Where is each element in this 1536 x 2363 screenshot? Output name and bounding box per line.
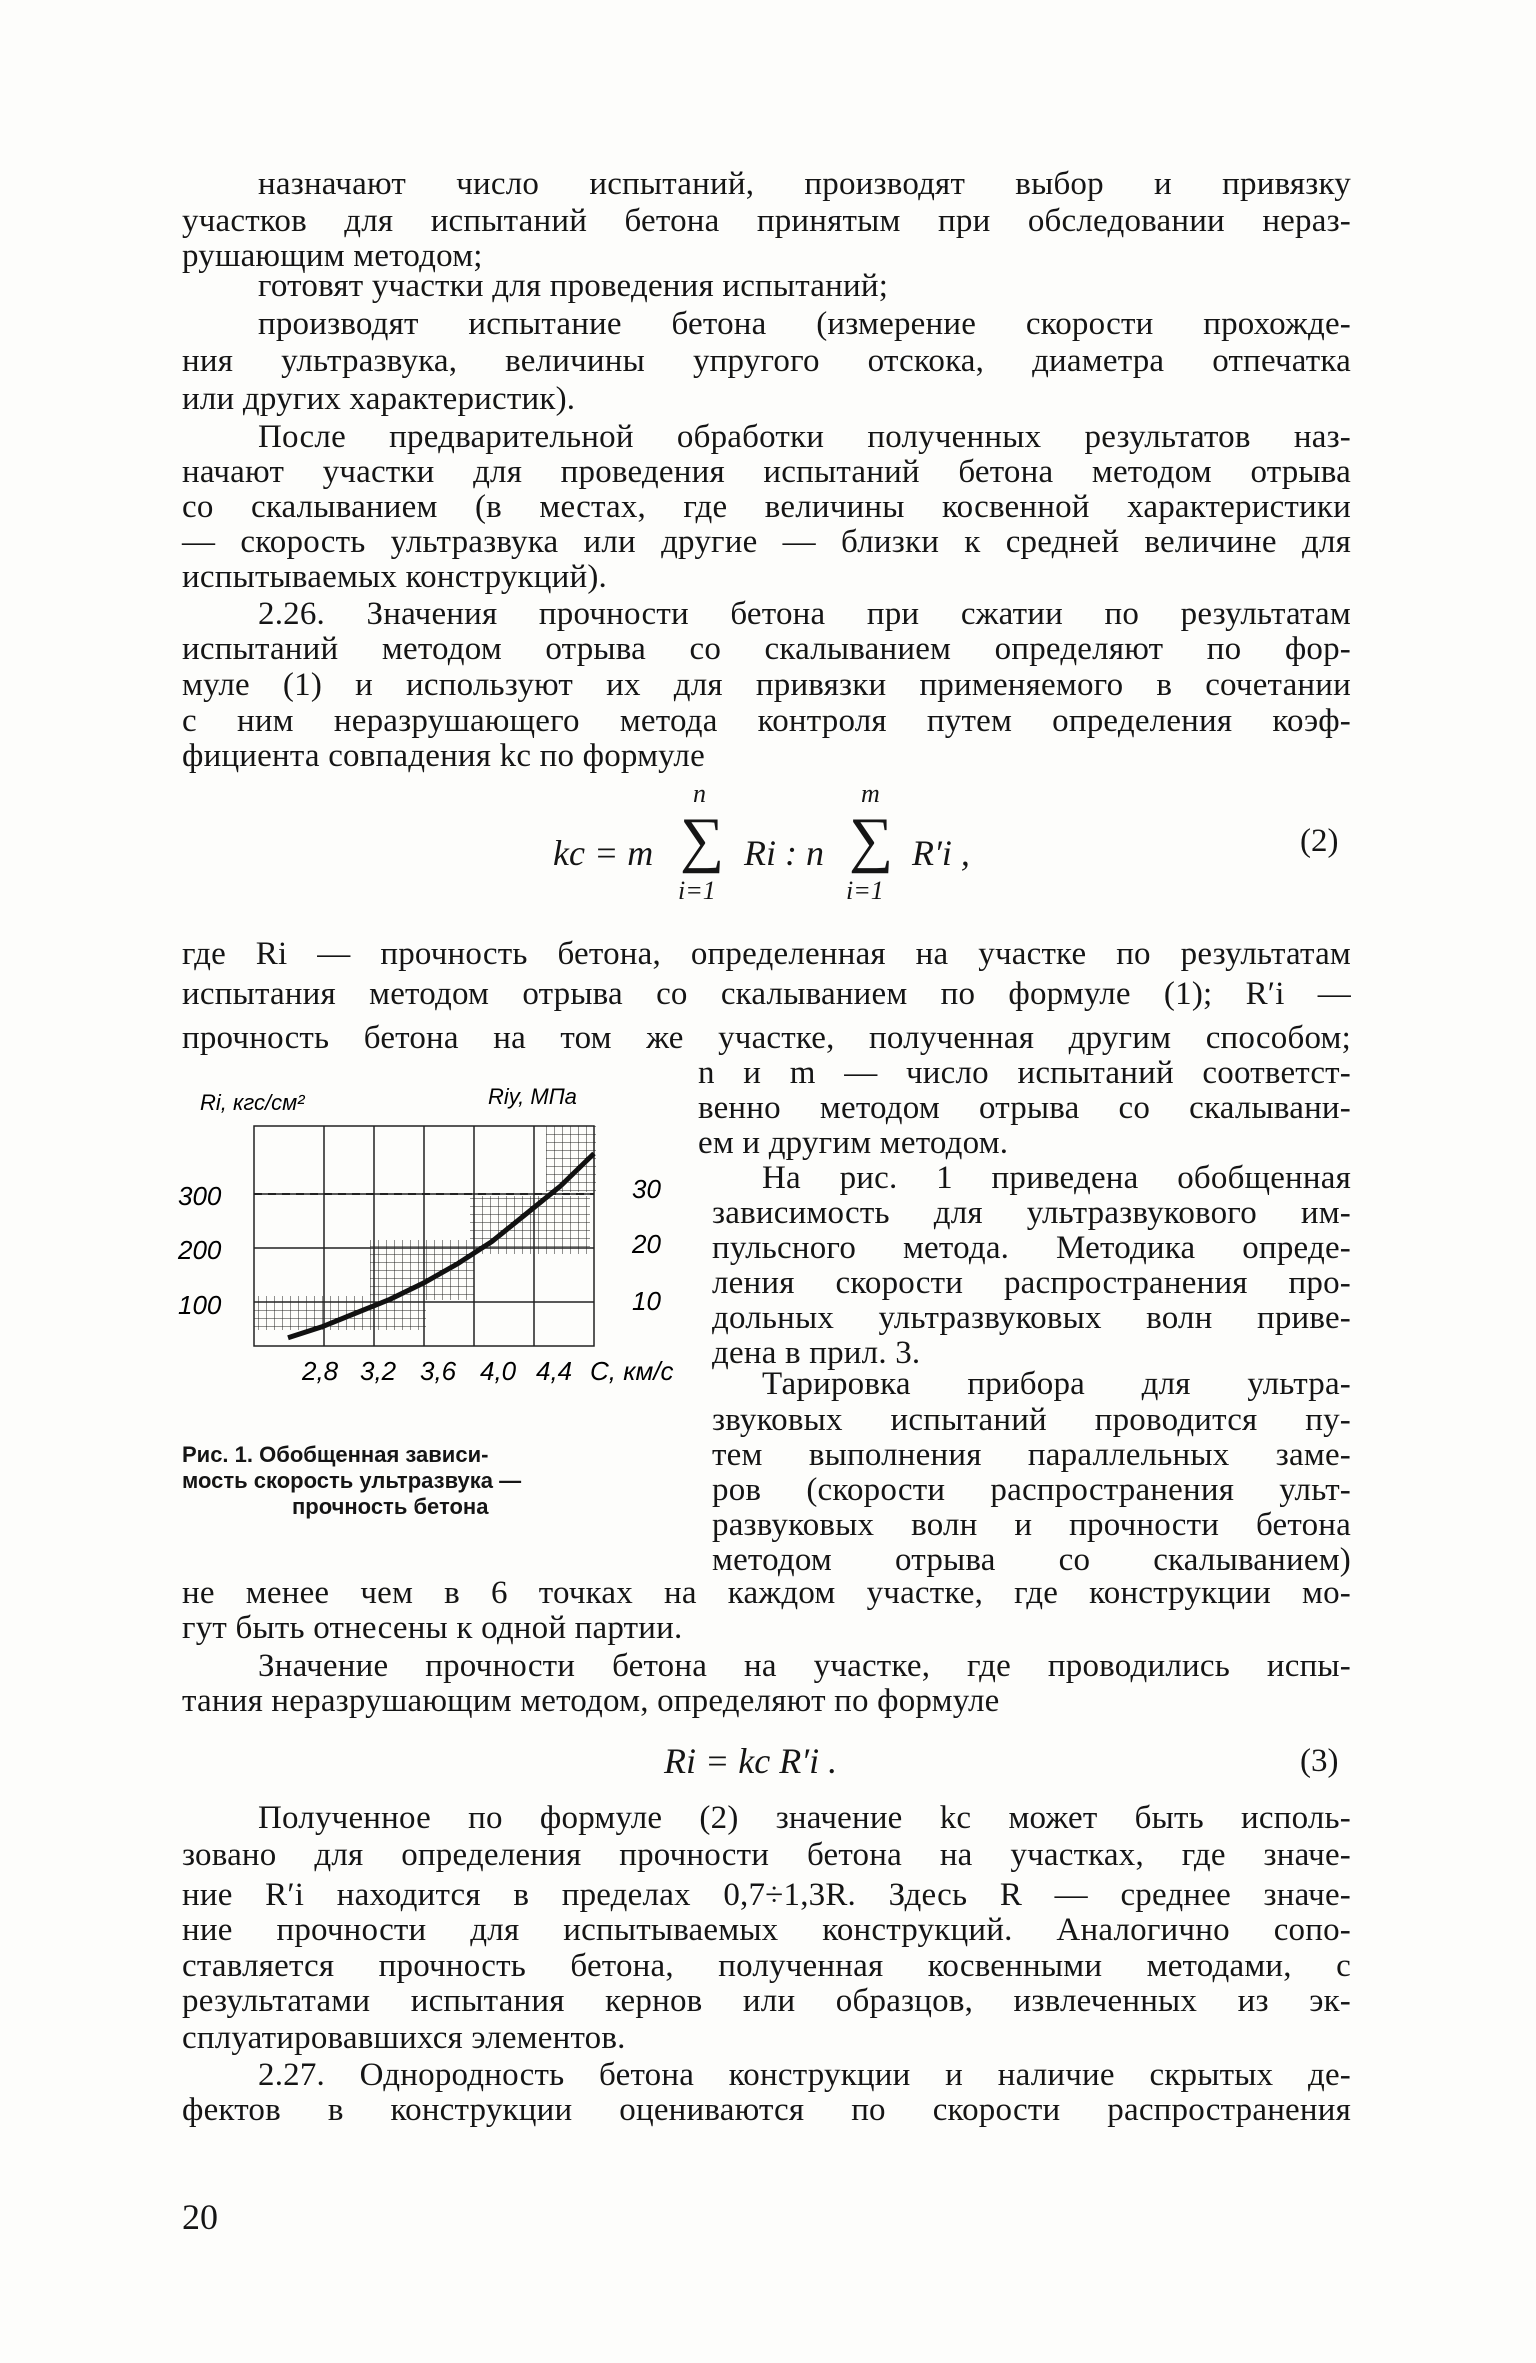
text-line: производят испытание бетона (измерение скорости прохожде- <box>258 306 1351 342</box>
text-line: ние прочности для испытываемых конструкций. Аналогично сопо- <box>182 1912 1351 1948</box>
equation-number: (3) <box>1300 1743 1339 1779</box>
x-tick-label: 3,2 <box>360 1356 397 1386</box>
caption-line: мость скорость ультразвука — <box>182 1468 522 1493</box>
formula-lhs: kс = m <box>553 833 654 873</box>
text-line: ров (скорости распространения ульт- <box>712 1472 1351 1508</box>
text-line: дольных ультразвуковых волн приве- <box>712 1300 1351 1336</box>
text-line: или других характеристик). <box>182 381 576 417</box>
equation-number: (2) <box>1300 823 1339 859</box>
formula-term: R′i , <box>912 833 970 873</box>
mesh-region <box>370 1240 474 1300</box>
sum-upper-limit: m <box>861 779 880 808</box>
text-line: готовят участки для проведения испытаний; <box>258 268 889 304</box>
y-tick-label: 100 <box>178 1290 222 1320</box>
y-right-axis-label: Riy, МПа <box>488 1084 577 1109</box>
text-line: начают участки для проведения испытаний бетона методом отрыва <box>182 454 1351 490</box>
sum-upper-limit: n <box>693 779 706 808</box>
text-line: — скорость ультразвука или другие — близки к средней величине для <box>182 524 1351 560</box>
text-line: звуковых испытаний проводится пу- <box>712 1402 1351 1438</box>
text-line: не менее чем в 6 точках на каждом участке, где конструкции мо- <box>182 1575 1351 1611</box>
text-line: назначают число испытаний, производят выбор и привязку <box>258 166 1351 202</box>
text-line: сплуатировавшихся элементов. <box>182 2020 626 2056</box>
sum-sign-icon: ∑ <box>849 806 894 874</box>
text-line: дена в прил. 3. <box>712 1335 921 1371</box>
text-line: ния ультразвука, величины упругого отскока, диаметра отпечатка <box>182 343 1351 379</box>
text-line: с ним неразрушающего метода контроля путем определения коэф- <box>182 703 1351 739</box>
text-line: со скалыванием (в местах, где величины косвенной характеристики <box>182 489 1351 525</box>
text-line: испытываемых конструкций). <box>182 559 607 595</box>
x-tick-label: 4,4 <box>536 1356 573 1386</box>
text-line: Значение прочности бетона на участке, где проводились испы- <box>258 1648 1351 1684</box>
y-left-axis-label: Ri, кгс/см² <box>200 1090 305 1115</box>
x-tick-label: 3,6 <box>420 1356 457 1386</box>
text-line: На рис. 1 приведена обобщенная <box>762 1160 1351 1196</box>
text-line: ления скорости распространения про- <box>712 1265 1351 1301</box>
text-line: ставляется прочность бетона, полученная косвенными методами, с <box>182 1948 1351 1984</box>
text-line: тания неразрушающим методом, определяют по формуле <box>182 1683 1000 1719</box>
formula-term: Ri : n <box>744 833 824 873</box>
page-number: 20 <box>182 2197 218 2237</box>
text-line: гут быть отнесены к одной партии. <box>182 1610 683 1646</box>
caption-line: Рис. 1. Обобщенная зависи- <box>182 1442 489 1467</box>
text-line: венно методом отрыва со скалывани- <box>698 1090 1351 1126</box>
sum-sign-icon: ∑ <box>680 806 725 874</box>
x-tick-label: 4,0 <box>480 1356 517 1386</box>
x-tick-label: 2,8 <box>302 1356 339 1386</box>
text-line: методом отрыва со скалыванием) <box>712 1542 1351 1578</box>
text-line: После предварительной обработки полученных результатов наз- <box>258 419 1351 455</box>
x-axis-label: C, км/с <box>590 1356 674 1386</box>
text-line: муле (1) и используют их для привязки применяемого в сочетании <box>182 667 1351 703</box>
text-line: испытаний методом отрыва со скалыванием определяют по фор- <box>182 631 1351 667</box>
y-tick-label: 300 <box>178 1181 222 1211</box>
text-line: где Ri — прочность бетона, определенная на участке по результатам <box>182 936 1351 972</box>
text-line: фектов в конструкции оцениваются по скорости распространения <box>182 2092 1351 2128</box>
text-line: рушающим методом; <box>182 238 483 274</box>
text-line: ние R′i находится в пределах 0,7÷1,3R. Здесь R — среднее значе- <box>182 1877 1351 1913</box>
text-line: 2.26. Значения прочности бетона при сжатии по результатам <box>258 596 1351 632</box>
text-line: зависимость для ультразвукового им- <box>712 1195 1351 1231</box>
caption-line: прочность бетона <box>292 1494 489 1519</box>
text-line: ем и другим методом. <box>698 1125 1009 1161</box>
text-line: зовано для определения прочности бетона на участках, где значе- <box>182 1837 1351 1873</box>
sum-lower-limit: i=1 <box>678 876 716 905</box>
formula-text: Ri = kс R′i . <box>664 1741 838 1781</box>
text-line: тем выполнения параллельных заме- <box>712 1437 1351 1473</box>
y-tick-label: 200 <box>178 1235 222 1265</box>
text-line: участков для испытаний бетона принятым при обследовании нераз- <box>182 203 1351 239</box>
sum-lower-limit: i=1 <box>846 876 884 905</box>
text-line: прочность бетона на том же участке, полученная другим способом; <box>182 1020 1351 1056</box>
text-line: фициента совпадения kс по формуле <box>182 738 705 774</box>
text-line: пульсного метода. Методика опреде- <box>712 1230 1351 1266</box>
text-line: развуковых волн и прочности бетона <box>712 1507 1351 1543</box>
figure-chart <box>170 1070 690 1430</box>
y-tick-label: 20 <box>632 1229 661 1259</box>
text-line: n и m — число испытаний соответст- <box>698 1055 1351 1091</box>
y-tick-label: 30 <box>632 1174 661 1204</box>
text-line: результатами испытания кернов или образцов, извлеченных из эк- <box>182 1983 1351 2019</box>
text-line: Тарировка прибора для ультра- <box>762 1366 1351 1402</box>
mesh-region <box>254 1296 426 1330</box>
text-line: испытания методом отрыва со скалыванием по формуле (1); R′i — <box>182 976 1351 1012</box>
y-tick-label: 10 <box>632 1286 661 1316</box>
text-line: Полученное по формуле (2) значение kс может быть исполь- <box>258 1800 1351 1836</box>
text-line: 2.27. Однородность бетона конструкции и наличие скрытых де- <box>258 2057 1351 2093</box>
